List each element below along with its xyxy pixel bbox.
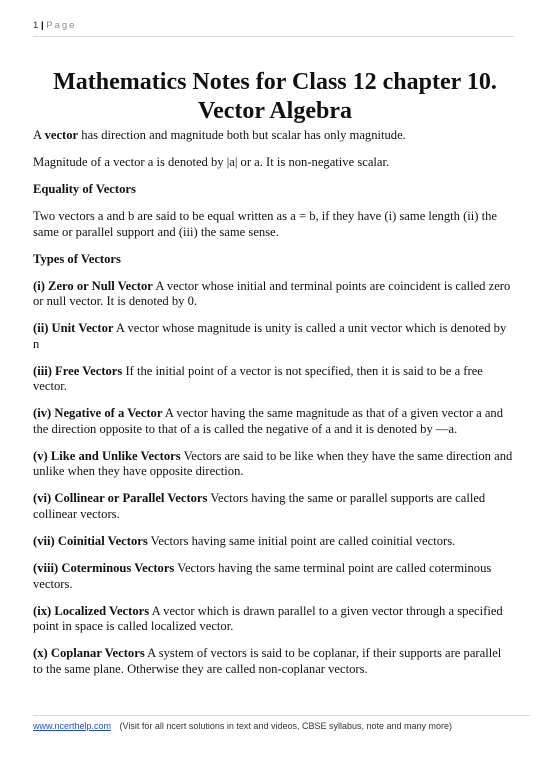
- intro-paragraph-magnitude: Magnitude of a vector a is denoted by |a| or a. It is non-negative scalar.: [33, 154, 390, 169]
- page-word: Page: [46, 20, 77, 31]
- type-desc: A vector whose initial and terminal points are coincident is called zero or null vector. It is denoted by 0.: [33, 278, 511, 309]
- intro-post: has direction and magnitude both but scalar has only magnitude.: [78, 128, 406, 142]
- type-num: (i): [33, 278, 49, 293]
- type-name: Unit Vector: [51, 321, 114, 336]
- intro-paragraph-vector: [33, 128, 514, 144]
- type-name: Collinear or Parallel Vectors: [54, 491, 208, 506]
- type-desc: A vector having the same magnitude as that of a given vector a and the direction opposite to that of a is called the negative of a and it is denoted by —a.: [33, 406, 504, 436]
- type-num: (iii): [33, 363, 56, 378]
- type-desc: Vectors are said to be like when they have the same direction and unlike when they have opposite direction.: [33, 448, 513, 479]
- type-desc: If the initial point of a vector is not specified, then it is said to be a free vector.: [33, 363, 483, 394]
- type-name: Localized Vectors: [54, 603, 150, 618]
- type-item: [33, 604, 514, 635]
- type-desc: A system of vectors is said to be coplanar, if their supports are parallel to the same plane. Otherwise they are called non-coplanar vectors.: [33, 646, 502, 676]
- section-heading-types: Types of Vectors: [33, 251, 121, 266]
- type-num: (viii): [33, 560, 62, 575]
- type-num: (iv): [33, 406, 55, 421]
- type-name: Free Vectors: [55, 363, 123, 378]
- type-desc: Vectors having same initial point are called coinitial vectors.: [147, 533, 456, 548]
- type-num: (vii): [33, 533, 58, 548]
- footer-note: (Visit for all ncert solutions in text and videos, CBSE syllabus, note and many more): [119, 721, 453, 731]
- page-header: [33, 20, 514, 37]
- type-num: (v): [33, 448, 51, 463]
- type-name: Coterminous Vectors: [61, 560, 175, 575]
- type-name: Coplanar Vectors: [50, 646, 145, 661]
- website-link[interactable]: www.ncerthelp.com: [33, 721, 112, 731]
- type-item: [33, 646, 514, 677]
- type-item: [33, 321, 514, 352]
- type-num: (ii): [33, 321, 52, 336]
- type-item: [33, 561, 514, 592]
- type-name: Like and Unlike Vectors: [50, 448, 181, 463]
- type-item: [33, 406, 514, 437]
- type-item: [33, 364, 514, 395]
- page-title: [20, 68, 530, 126]
- type-num: (ix): [33, 603, 55, 618]
- type-desc: Vectors having the same or parallel supports are called collinear vectors.: [33, 491, 486, 521]
- type-desc: A vector which is drawn parallel to a given vector through a specified point in space is called localized vector.: [33, 603, 503, 634]
- type-num: (vi): [33, 491, 55, 506]
- document-body: [33, 128, 514, 689]
- type-name: Coinitial Vectors: [57, 533, 148, 548]
- type-num: (x): [33, 646, 51, 661]
- type-name: Negative of a Vector: [54, 406, 163, 421]
- type-item: [33, 279, 514, 310]
- type-name: Zero or Null Vector: [48, 278, 153, 293]
- intro-pre: A: [33, 128, 45, 142]
- type-desc: A vector whose magnitude is unity is called a unit vector which is denoted by n: [33, 321, 507, 351]
- title-line-2: Vector Algebra: [198, 98, 352, 124]
- page-footer: [33, 715, 530, 731]
- section-heading-equality: Equality of Vectors: [33, 181, 136, 196]
- type-item: [33, 449, 514, 480]
- page-number: 1: [33, 20, 39, 31]
- vector-term: vector: [44, 128, 79, 142]
- equality-paragraph: Two vectors a and b are said to be equal written as a = b, if they have (i) same length (ii) the same or parallel support and (iii) the same sense.: [33, 208, 497, 239]
- title-line-1: Mathematics Notes for Class 12 chapter 10.: [53, 69, 497, 95]
- type-desc: Vectors having the same terminal point are called coterminous vectors.: [33, 560, 492, 591]
- page-separator: |: [40, 20, 44, 31]
- type-item: [33, 491, 514, 522]
- type-item: [33, 534, 514, 550]
